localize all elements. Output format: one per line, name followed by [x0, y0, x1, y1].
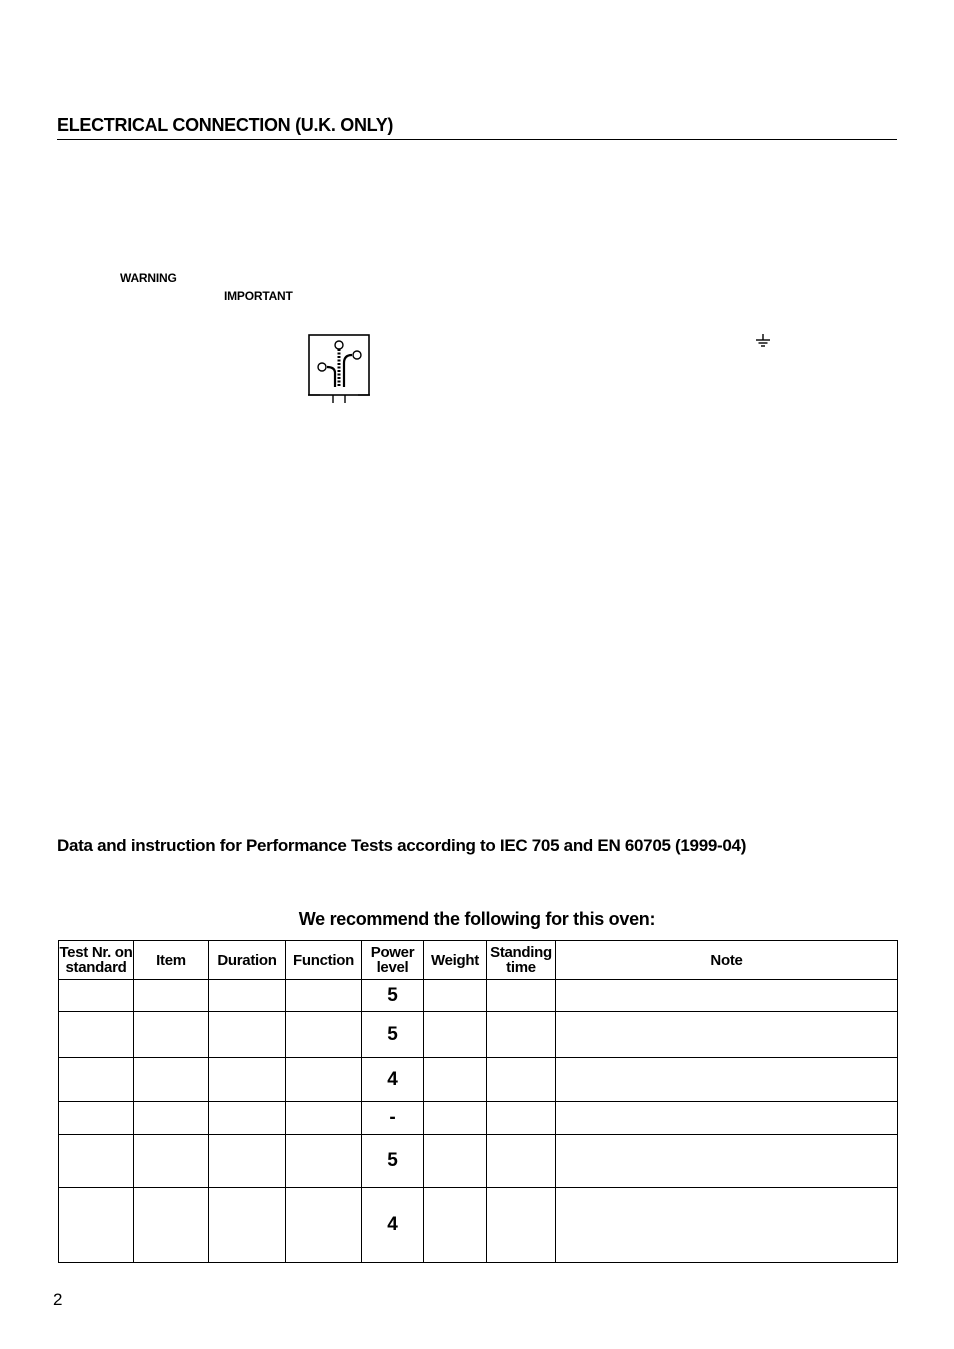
cell-weight — [424, 1012, 487, 1058]
cell-duration — [209, 1135, 286, 1188]
plug-wiring-icon — [306, 333, 372, 405]
cell-note — [556, 1135, 898, 1188]
cell-standing-time — [487, 1012, 556, 1058]
cell-function — [286, 1012, 362, 1058]
cell-item — [134, 1102, 209, 1135]
cell-power-level: 4 — [362, 1188, 424, 1263]
cell-test-nr — [59, 1058, 134, 1102]
cell-duration — [209, 1102, 286, 1135]
cell-test-nr — [59, 1188, 134, 1263]
cell-item — [134, 1012, 209, 1058]
cell-power-level: 5 — [362, 980, 424, 1012]
table-header-row — [59, 941, 898, 980]
cell-function — [286, 1135, 362, 1188]
cell-item — [134, 1135, 209, 1188]
cell-function — [286, 1102, 362, 1135]
section-title: ELECTRICAL CONNECTION (U.K. ONLY) — [57, 115, 394, 135]
earth-ground-icon — [754, 333, 772, 349]
header-standing-time: Standing time — [487, 941, 556, 980]
performance-tests-title: Data and instruction for Performance Tests according to IEC 705 and EN 60705 (1999-04) — [57, 836, 747, 855]
cell-duration — [209, 1012, 286, 1058]
header-function: Function — [286, 941, 362, 980]
cell-weight — [424, 1188, 487, 1263]
cell-test-nr — [59, 980, 134, 1012]
cell-item — [134, 1188, 209, 1263]
cell-power-level: - — [362, 1102, 424, 1135]
cell-power-level: 5 — [362, 1012, 424, 1058]
cell-note — [556, 1102, 898, 1135]
cell-duration — [209, 1188, 286, 1263]
cell-function — [286, 1058, 362, 1102]
cell-item — [134, 1058, 209, 1102]
header-note: Note — [556, 941, 898, 980]
cell-duration — [209, 980, 286, 1012]
cell-weight — [424, 980, 487, 1012]
cell-function — [286, 1188, 362, 1263]
header-test-nr: Test Nr. on standard — [59, 941, 134, 980]
cell-item — [134, 980, 209, 1012]
table-row — [59, 1102, 898, 1135]
section-divider — [57, 139, 897, 140]
table-row — [59, 1012, 898, 1058]
table-row — [59, 1058, 898, 1102]
table-row — [59, 980, 898, 1012]
cell-standing-time — [487, 1188, 556, 1263]
cell-power-level: 4 — [362, 1058, 424, 1102]
header-item: Item — [134, 941, 209, 980]
cell-weight — [424, 1058, 487, 1102]
header-power-level: Power level — [362, 941, 424, 980]
page-number: 2 — [53, 1290, 63, 1309]
table-row — [59, 1188, 898, 1263]
cell-power-level: 5 — [362, 1135, 424, 1188]
cell-note — [556, 1012, 898, 1058]
header-weight: Weight — [424, 941, 487, 980]
cell-weight — [424, 1102, 487, 1135]
cell-duration — [209, 1058, 286, 1102]
header-duration: Duration — [209, 941, 286, 980]
cell-note — [556, 980, 898, 1012]
cell-function — [286, 980, 362, 1012]
cell-note — [556, 1188, 898, 1263]
cell-weight — [424, 1135, 487, 1188]
performance-test-table — [58, 940, 898, 1263]
table-row — [59, 1135, 898, 1188]
recommendation-title: We recommend the following for this oven: — [298, 909, 656, 929]
cell-standing-time — [487, 1058, 556, 1102]
cell-standing-time — [487, 980, 556, 1012]
cell-note — [556, 1058, 898, 1102]
cell-test-nr — [59, 1012, 134, 1058]
cell-test-nr — [59, 1102, 134, 1135]
cell-test-nr — [59, 1135, 134, 1188]
warning-label: WARNING — [120, 271, 177, 285]
important-label: IMPORTANT — [224, 289, 293, 303]
cell-standing-time — [487, 1102, 556, 1135]
cell-standing-time — [487, 1135, 556, 1188]
